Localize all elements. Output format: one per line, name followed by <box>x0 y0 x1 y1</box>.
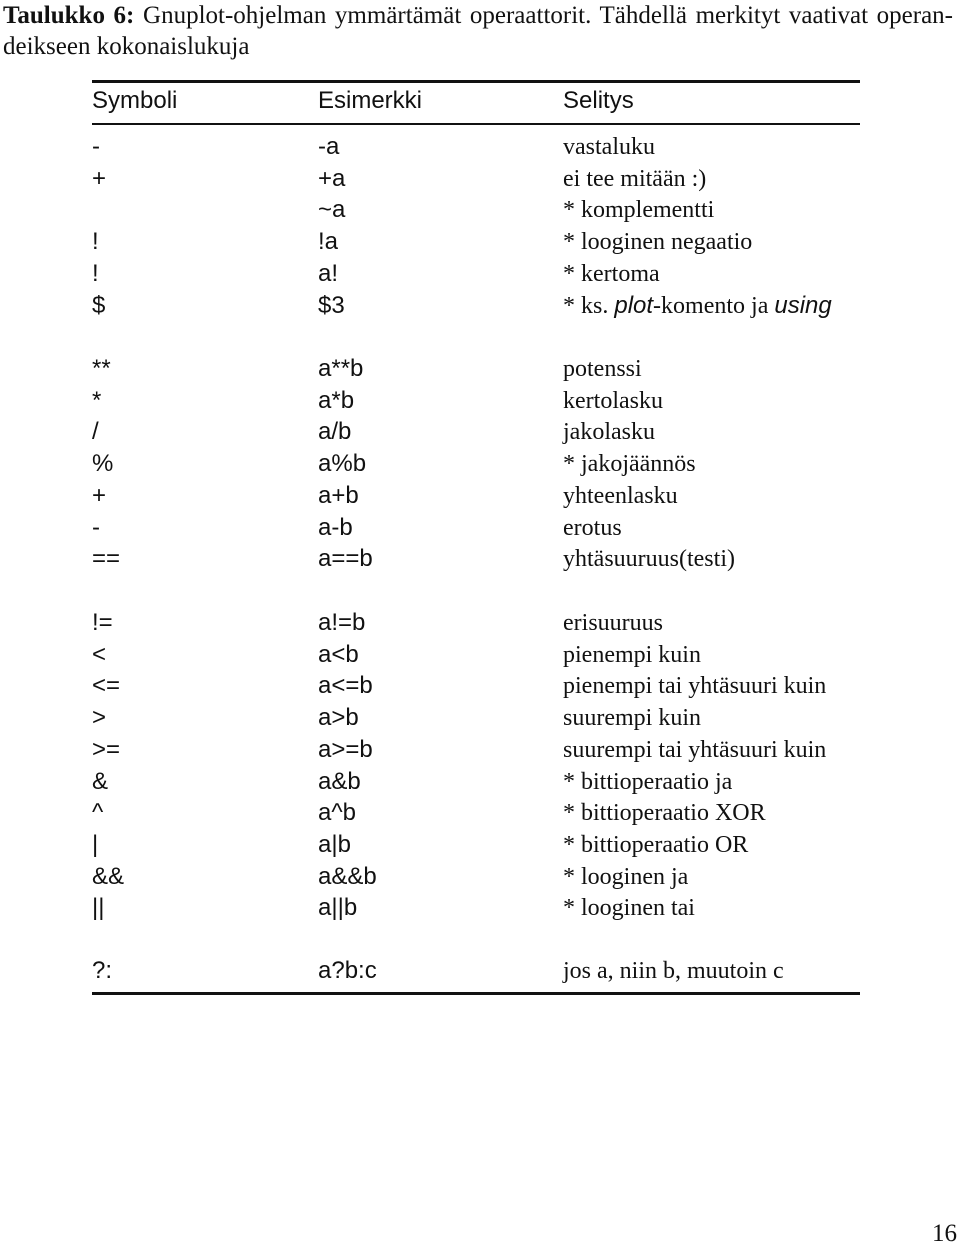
cell-description: kertolasku <box>563 387 663 414</box>
cell-symbol: ** <box>92 355 111 382</box>
cell-example: a/b <box>318 418 352 446</box>
cell-example: a&b <box>318 767 361 795</box>
description-part: plot <box>614 291 654 319</box>
cell-description: * jakojäännös <box>563 451 696 478</box>
table-row <box>0 258 960 290</box>
cell-description: * looginen ja <box>563 863 689 890</box>
cell-description: vastaluku <box>563 134 655 160</box>
cell-example: a!=b <box>318 609 366 636</box>
cell-symbol: > <box>92 704 107 732</box>
table-row <box>0 702 960 734</box>
cell-example: a*b <box>318 386 355 414</box>
caption-label: Taulukko 6: <box>3 2 135 29</box>
cell-example: a?b:c <box>318 957 377 984</box>
cell-description: erotus <box>563 514 622 541</box>
description-part: * ks. <box>563 292 615 319</box>
cell-example: a|b <box>318 830 351 858</box>
table-row <box>0 385 960 417</box>
cell-description: pienempi kuin <box>563 641 701 668</box>
table-row <box>0 607 960 639</box>
table-row <box>0 353 960 385</box>
table-row <box>0 639 960 671</box>
table-header-row <box>0 85 960 117</box>
cell-example: a^b <box>318 799 356 827</box>
cell-symbol: | <box>92 830 99 858</box>
header-symbol: Symboli <box>92 87 178 114</box>
cell-example: a! <box>318 259 339 287</box>
cell-symbol: <= <box>92 672 121 700</box>
cell-example: $3 <box>318 291 345 319</box>
cell-symbol: ! <box>92 228 99 256</box>
cell-description: jos a, niin b, muutoin c <box>563 958 784 984</box>
cell-description: * kertoma <box>563 260 660 287</box>
cell-example: -a <box>318 133 340 160</box>
cell-symbol: != <box>92 609 113 636</box>
cell-example: a**b <box>318 355 364 382</box>
cell-symbol: / <box>92 418 99 446</box>
cell-symbol: ?: <box>92 957 113 984</box>
table-bottom-rule <box>92 992 860 995</box>
description-part: -komento ja <box>653 292 775 319</box>
cell-example: a%b <box>318 450 367 478</box>
caption-line-1 <box>3 0 953 31</box>
table-row <box>0 131 960 163</box>
cell-symbol: && <box>92 862 125 890</box>
cell-description <box>563 290 832 322</box>
table-row <box>0 543 960 575</box>
table-row <box>0 766 960 798</box>
table-row <box>0 163 960 195</box>
cell-symbol: ! <box>92 259 99 287</box>
cell-symbol: * <box>92 386 102 414</box>
cell-description: * looginen tai <box>563 895 695 922</box>
table-row <box>0 861 960 893</box>
cell-example: a||b <box>318 894 358 922</box>
caption-line-2: deikseen kokonaislukuja <box>3 33 250 60</box>
cell-symbol: ^ <box>92 799 104 827</box>
cell-example: ~a <box>318 196 346 224</box>
cell-example: !a <box>318 228 339 256</box>
table-row <box>0 734 960 766</box>
table-caption <box>3 0 953 62</box>
table-row <box>0 226 960 258</box>
table-row <box>0 829 960 861</box>
table-row <box>0 797 960 829</box>
cell-example: +a <box>318 164 346 192</box>
table-row <box>0 670 960 702</box>
table-row <box>0 512 960 544</box>
cell-symbol: + <box>92 481 107 509</box>
cell-description: ei tee mitään :) <box>563 165 707 192</box>
cell-example: a&&b <box>318 862 377 890</box>
table-row <box>0 892 960 924</box>
cell-description: suurempi kuin <box>563 705 701 732</box>
cell-symbol: || <box>92 894 105 922</box>
table-row <box>0 955 960 987</box>
cell-description: * bittioperaatio ja <box>563 768 733 795</box>
caption-text: Gnuplot-ohjelman ymmärtämät operaattorit. Tähdellä merkityt vaativat operan- <box>143 2 953 29</box>
cell-description: erisuuruus <box>563 610 663 636</box>
cell-symbol: - <box>92 513 100 541</box>
cell-symbol: >= <box>92 735 121 763</box>
header-description: Selitys <box>563 87 634 114</box>
cell-description: * komplementti <box>563 197 715 224</box>
cell-example: a<=b <box>318 672 373 700</box>
cell-description: suurempi tai yhtäsuuri kuin <box>563 736 827 763</box>
cell-symbol: $ <box>92 291 106 319</box>
table-row <box>0 290 960 322</box>
cell-symbol: + <box>92 164 107 192</box>
table-row <box>0 480 960 512</box>
cell-example: a>b <box>318 704 359 732</box>
cell-description: yhtäsuuruus(testi) <box>563 546 735 573</box>
page-number: 16 <box>932 1220 957 1247</box>
cell-symbol: < <box>92 640 107 668</box>
table-row <box>0 194 960 226</box>
cell-symbol: - <box>92 133 100 160</box>
cell-description: * bittioperaatio XOR <box>563 800 766 827</box>
cell-example: a<b <box>318 640 359 668</box>
cell-description: yhteenlasku <box>563 482 678 509</box>
table-row <box>0 416 960 448</box>
cell-description: potenssi <box>563 356 642 382</box>
cell-symbol: % <box>92 450 114 478</box>
cell-symbol: == <box>92 545 121 573</box>
header-example: Esimerkki <box>318 87 423 114</box>
cell-description: jakolasku <box>563 419 655 446</box>
cell-example: a+b <box>318 481 359 509</box>
cell-description: * looginen negaatio <box>563 229 753 256</box>
cell-example: a>=b <box>318 735 373 763</box>
cell-example: a==b <box>318 545 373 573</box>
table-header-rule <box>92 123 860 125</box>
description-part: using <box>774 291 832 319</box>
cell-description: * bittioperaatio OR <box>563 831 749 858</box>
cell-symbol: & <box>92 767 109 795</box>
cell-description: pienempi tai yhtäsuuri kuin <box>563 673 827 700</box>
table-top-rule <box>92 80 860 83</box>
table-row <box>0 448 960 480</box>
cell-example: a-b <box>318 513 353 541</box>
